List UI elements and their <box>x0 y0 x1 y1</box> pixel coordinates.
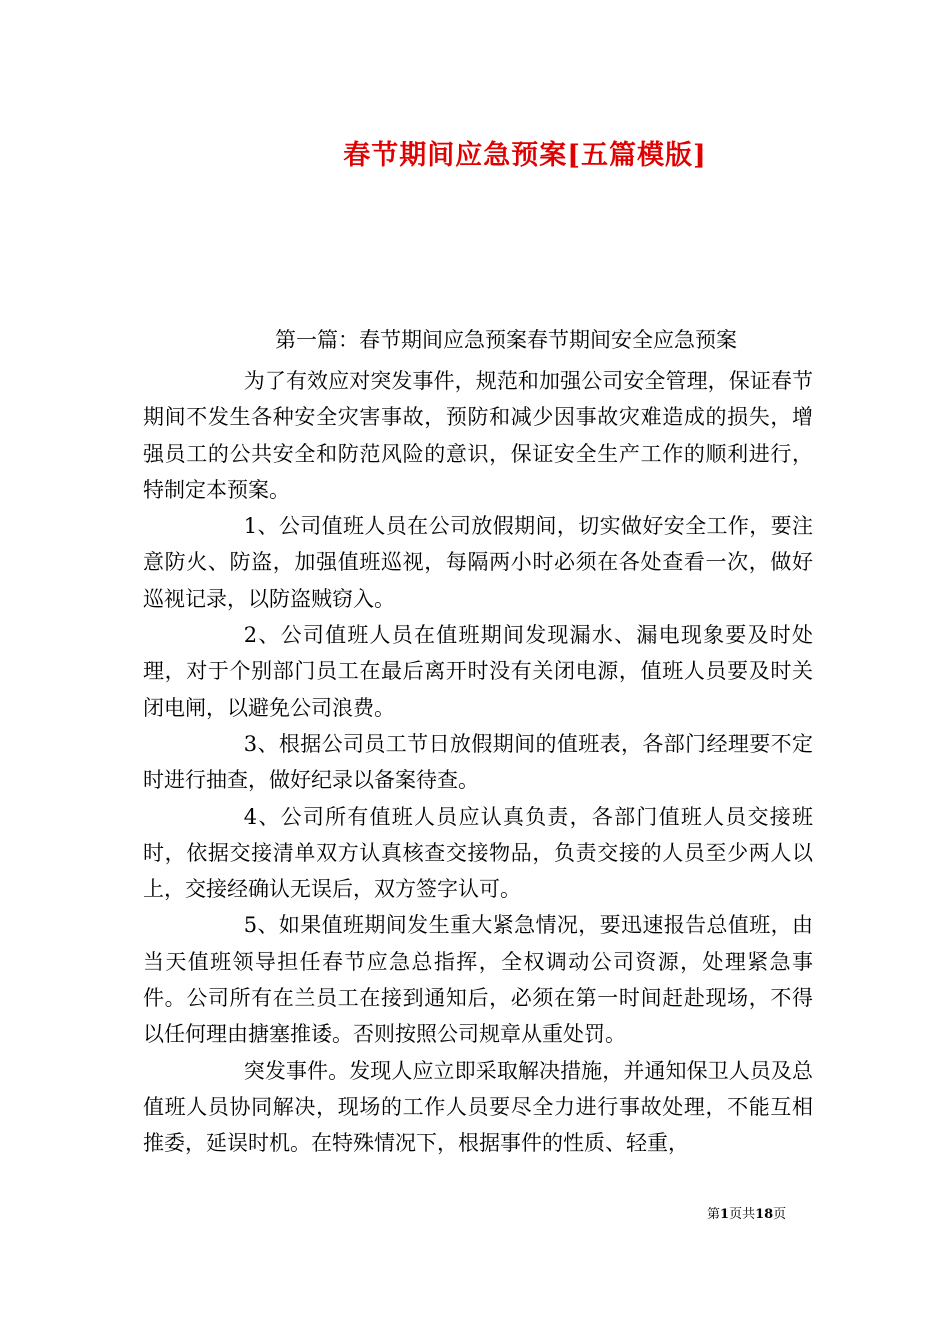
document-body <box>143 363 813 1162</box>
paragraph-item-4: 4、公司所有值班人员应认真负责，各部门值班人员交接班时，依据交接清单双方认真核查交接物品，负责交接的人员至少两人以上，交接经确认无误后，双方签字认可。 <box>143 804 813 902</box>
section-heading: 第一篇：春节期间应急预案春节期间安全应急预案 <box>275 328 737 352</box>
paragraph-item-5: 5、如果值班期间发生重大紧急情况，要迅速报告总值班，由当天值班领导担任春节应急总指挥，全权调动公司资源，处理紧急事件。公司所有在兰员工在接到通知后，必须在第一时间赶赴现场，不得以任何理由搪塞推诿。否则按照公司规章从重处罚。 <box>143 913 813 1047</box>
footer-suffix: 页 <box>773 1207 787 1222</box>
paragraph-item-3: 3、根据公司员工节日放假期间的值班表，各部门经理要不定时进行抽查，做好纪录以备案待查。 <box>143 731 813 793</box>
page-footer <box>707 1203 786 1222</box>
paragraph-item-2: 2、公司值班人员在值班期间发现漏水、漏电现象要及时处理，对于个别部门员工在最后离开时没有关闭电源，值班人员要及时关闭电闸，以避免公司浪费。 <box>143 623 813 720</box>
footer-page-number: 1 <box>720 1207 730 1222</box>
paragraph-intro: 为了有效应对突发事件，规范和加强公司安全管理，保证春节期间不发生各种安全灾害事故，预防和减少因事故灾难造成的损失，增强员工的公共安全和防范风险的意识，保证安全生产工作的顺利进行，特制定本预案。 <box>143 369 813 502</box>
paragraph-emergency: 突发事件。发现人应立即采取解决措施，并通知保卫人员及总值班人员协同解决，现场的工作人员要尽全力进行事故处理，不能互相推委，延误时机。在特殊情况下，根据事件的性质、轻重， <box>143 1058 813 1156</box>
footer-total-pages: 18 <box>755 1207 774 1222</box>
paragraph-item-1: 1、公司值班人员在公司放假期间，切实做好安全工作，要注意防火、防盗，加强值班巡视，每隔两小时必须在各处查看一次，做好巡视记录，以防盗贼窃入。 <box>143 514 813 611</box>
footer-middle: 页共 <box>729 1207 756 1222</box>
page-title: 春节期间应急预案[五篇模版] <box>343 140 707 171</box>
footer-prefix: 第 <box>707 1207 721 1222</box>
